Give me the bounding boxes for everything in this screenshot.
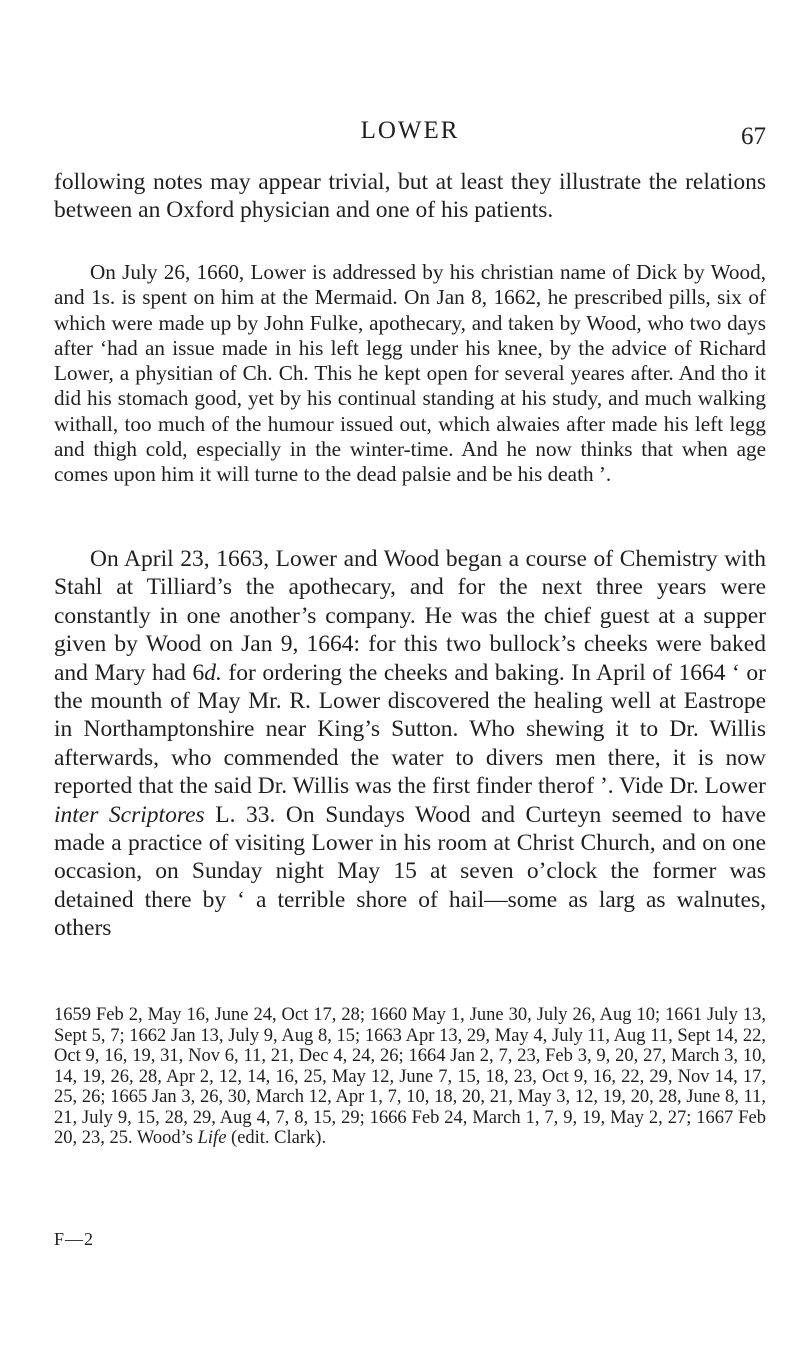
paragraph-chemistry-course [54,545,766,943]
paragraph-dick-by-wood: On July 26, 1660, Lower is addressed by his christian name of Dick by Wood, and 1s. is spent on him at the Mermaid. On Jan 8, 1662, he prescribed pills, six of which were made up by John Fulke, apothecary, and taken by Wood, who two days after ‘had an issue made in his left legg under his knee, by the advice of Richard Lower, a physitian of Ch. Ch. This he kept open for several yeares after. And tho it did his stomach good, yet by his continual standing at his study, and much walking withall, too much of the humour issued out, which alwaies after made his left legg and thigh cold, especially in the winter-time. And he now thinks that when age comes upon him it will turne to the dead palsie and be his death ’. [54,260,766,487]
italic-reference: inter Scriptores [54,801,205,828]
paragraph-text: L. 33. On Sundays Wood and Curteyn seemed to have made a practice of visiting Lower in his room at Christ Church, and on one occasion, on Sunday night May 15 at seven o’clock the former was detained there by ‘ a terrible shore of hail—some as larg as walnutes, others [54,801,766,942]
footnote-text: 1659 Feb 2, May 16, June 24, Oct 17, 28; 1660 May 1, June 30, July 26, Aug 10; 1661 July 13, Sept 5, 7; 1662 Jan 13, July 9, Aug 8, 15; 1663 Apr 13, 29, May 4, July 11, Aug 11, Sept 14, 22, Oct 9, 16, 19, 31, Nov 6, 11, 21, Dec 4, 24, 26; 1664 Jan 2, 7, 23, Feb 3, 9, 20, 27, March 3, 10, 14, 19, 26, 28, Apr 2, 12, 14, 16, 25, May 12, June 7, 15, 18, 23, Oct 9, 16, 22, 29, Nov 14, 17, 25, 26; 1665 Jan 3, 26, 30, March 12, Apr 1, 7, 10, 18, 20, 21, May 3, 12, 19, 20, 28, June 8, 11, 21, July 9, 15, 28, 29, Aug 4, 7, 8, 15, 29; 1666 Feb 24, March 1, 7, 9, 19, May 2, 27; 1667 Feb 20, 23, 25. Wood’s [54,1005,766,1148]
italic-life-title: Life [197,1128,227,1148]
running-head [54,117,766,157]
pence-abbreviation: d. [204,659,222,686]
paragraph-text: for ordering the cheeks and baking. In April of 1664 ‘ or the mounth of May Mr. R. Lower discovered the healing well at Eastrope in Northamptonshire near King’s Sutton. Who shewing it to Dr. Willis afterwards, who commended the water to divers men there, it is now reported that the said Dr. Willis was the first finder therof ’. Vide Dr. Lower [54,659,766,800]
footnote-dates [54,1005,766,1149]
paragraph-text: On April 23, 1663, Lower and Wood began a course of Chemistry with Stahl at Tilliard’s the apothecary, and for the next three years were constantly in one another’s company. He was the chief guest at a supper given by Wood on Jan 9, 1664: for this two bullock’s cheeks were baked and Mary had 6 [54,546,766,686]
running-title: LOWER [360,117,460,144]
paragraph-continued: following notes may appear trivial, but at least they illustrate the relations between an Oxford physician and one of his patients. [54,169,766,223]
page-number: 67 [741,123,766,150]
printer-signature-mark: F—2 [54,1229,95,1249]
footnote-text: (edit. Clark). [226,1128,327,1148]
